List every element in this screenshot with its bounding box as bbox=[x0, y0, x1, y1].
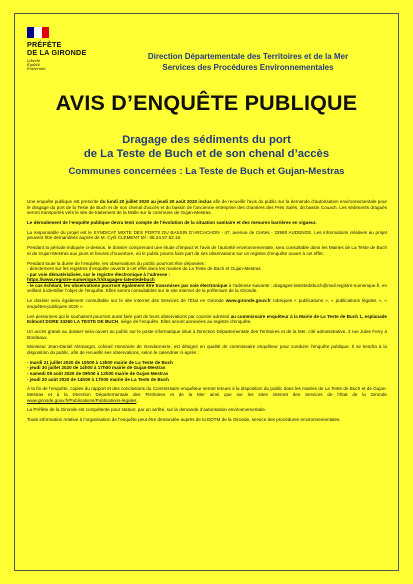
page-title: AVIS D’ENQUÊTE PUBLIQUE bbox=[55, 91, 358, 115]
motto-fraternite: Fraternité bbox=[27, 67, 46, 72]
observations-list: Pendant toute la durée de l’enquête, les observations du public pourront être déposées : - directement sur les registres d’enquête ouverts à cet effet dans les mairies de La Teste de Buch et Gujan-Mestras - par voie dématérialisée, sur le registre électronique à l’adresse : https://www.registre-numerique.fr/dragages-latestedebuch - le cas échéant, les observations pourront également être transmises par voie électronique à l’adresse suivante : dragages-latestedebuch@mail.registre-numerique.fr, en veillant à identifier l’objet de l’enquête. Elles seront consultables sur le site internet de la préfecture de la Gironde. bbox=[27, 260, 387, 294]
prefecture-name bbox=[27, 41, 103, 57]
department-header bbox=[118, 51, 378, 73]
paragraph-sanitary: Le déroulement de l’enquête publique devra tenir compte de l’évolution de la situation sanitaire et des mesures barrières en vigueur. bbox=[27, 219, 317, 225]
paragraph-intro: Une enquête publique est prescrite du lundi 20 juillet 2020 au jeudi 20 août 2020 inclus afin de recueillir l’avis du public sur la demande d’autorisation environnementale pour le dragage du port de la Teste de Buch et de son chenal d’accès et du bassin de l’ancienne entreprise des chantiers des Prés Salés, dit bassin Couach. Les sédiments dragués seront transportés vers le site de traitement de la Molle sur la commune de Gujan-Mestras. bbox=[27, 199, 387, 216]
paragraph-mail: Les personnes qui le souhaitent pourront aussi faire part de leurs observations par courrier adressé au commissaire enquêteur à la Mairie de La Teste de Buch 1, esplanade Edmont DORE 33260 LA TESTE DE BUCH, siège de l’enquête. Elles seront annexées au registre d’enquête. bbox=[27, 313, 387, 325]
sessions-list bbox=[27, 360, 387, 382]
paragraph-website: Le dossier sera également consultable sur le site internet des Services de l’État en Gironde www.gironde.gouv.fr rubriques « publications », « publications légales », « enquêtes-publiques 2020 ». bbox=[27, 298, 387, 309]
prefecture-name-line1: PRÉFÈTE bbox=[27, 40, 62, 49]
prefecture-logo bbox=[27, 27, 103, 72]
department-name: Direction Départementale des Territoires et de la Mer bbox=[147, 52, 349, 61]
subject-line1: Dragage des sédiments du port bbox=[122, 134, 291, 146]
session-item: - jeudi 30 juillet 2020 de 14h00 à 17h00 mairie de Gujan-Mestras bbox=[27, 365, 166, 371]
publications-link[interactable]: www.gironde.gouv.fr/Publications/Publications-légales bbox=[27, 397, 137, 403]
motto-egalite: Égalité bbox=[27, 63, 40, 68]
paragraph-computer-access: Un accès gratuit au dossier sera ouvert au public sur le poste informatique situé à Direction Départementale des Territoires et de la Mer, cité administrative, 2 rue Jules Ferry à Bordeaux. bbox=[27, 329, 387, 340]
subject-title bbox=[20, 134, 393, 161]
registry-link[interactable]: https://www.registre-numerique.fr/dragages-latestedebuch bbox=[27, 277, 155, 283]
paragraph-decision: La Préfète de la Gironde est compétente pour statuer, par un arrêté, sur la demande d’autorisation environnementale. bbox=[27, 407, 267, 413]
paragraph-commissioner: Monsieur Jean-Daniel Alsmargot, colonel Honoraire de Gendarmerie, est désigné en qualité de commissaire enquêteur pour conduire l’enquête publique. Il se tiendra à la disposition du public, afin de recueillir ses observations, selon le calendrier ci-après : bbox=[27, 344, 387, 355]
gironde-website-link[interactable]: www.gironde.gouv.fr bbox=[225, 298, 271, 304]
paragraph-information: Toute information relative à l’organisation de l’enquête peut être demandée auprès de la DDTM de la Gironde, service des procédures environnementales. bbox=[27, 417, 341, 423]
paragraph-consultation: Pendant la période indiquée ci-dessus, le dossier comprenant une étude d’impact et l’avis de l’autorité environnementale, sera consultable dans les Mairies de La Teste de Buch et de Gujan-Mestras aux jours et heures d’ouverture, où le public pourra faire part de ses observations sur un registre d’enquête ouvert à cet effet. bbox=[27, 245, 387, 256]
republic-motto bbox=[27, 59, 103, 72]
enquiry-dates: du lundi 20 juillet 2020 au jeudi 20 août 2020 inclus bbox=[99, 199, 212, 204]
communes-concerned: Communes concernées : La Teste de Buch et Gujan-Mestras bbox=[68, 166, 345, 177]
subject-line2: de La Teste de Buch et de son chenal d’accès bbox=[83, 147, 330, 160]
prefecture-name-line2: DE LA GIRONDE bbox=[27, 48, 87, 57]
paragraph-report: À la fin de l’enquête, copies du rapport et des conclusions du Commissaire enquêteur seront tenues à la disposition du public dans les mairies de La Teste de Buch et de Gujan-Mestras et à la Direction Départementale des Territoires et de la Mer ainsi que sur les sites internet des Services de l’État de la Gironde www.gironde.gouv.fr/Publications/Publications-légales. bbox=[27, 386, 387, 403]
paragraph-responsible: La responsable du projet est le SYNDICAT MIXTE DES PORTS DU BASSIN D’ARCACHON - 47, avenue de Certes - 33980 AUDENGE. Les informations relatives au projet peuvent être demandées auprès de M. Cyril CLEMENT tél : 06.24.57.52.10. bbox=[27, 229, 387, 241]
service-name: Services des Procédures Environnementales bbox=[162, 63, 334, 72]
session-item: - mardi 21 juillet 2020 de 10h00 à 13h00 mairie de La Teste de Buch bbox=[27, 359, 173, 365]
list-item: - le cas échéant, les observations pourront également être transmises par voie électronique à l’adresse suivante : dragages-latestedebuch@mail.registre-numerique.fr, en veillant à identifier l’objet de l’enquête. Elles seront consultables sur le site internet de la préfecture de la Gironde. bbox=[27, 282, 387, 294]
session-item: - samedi 08 août 2020 de 09h00 à 12h00 mairie de Gujan-Mestras bbox=[27, 370, 169, 376]
notice-body bbox=[27, 199, 387, 565]
list-item: - par voie dématérialisée, sur le registre électronique à l’adresse : bbox=[27, 271, 170, 277]
list-item: - directement sur les registres d’enquête ouverts à cet effet dans les mairies de La Teste de Buch et Gujan-Mestras bbox=[27, 266, 261, 272]
motto-liberte: Liberté bbox=[27, 59, 41, 63]
session-item: - jeudi 20 août 2020 de 14h00 à 17h00 mairie de La Teste de Buch bbox=[27, 376, 169, 382]
french-flag-icon bbox=[27, 27, 49, 38]
